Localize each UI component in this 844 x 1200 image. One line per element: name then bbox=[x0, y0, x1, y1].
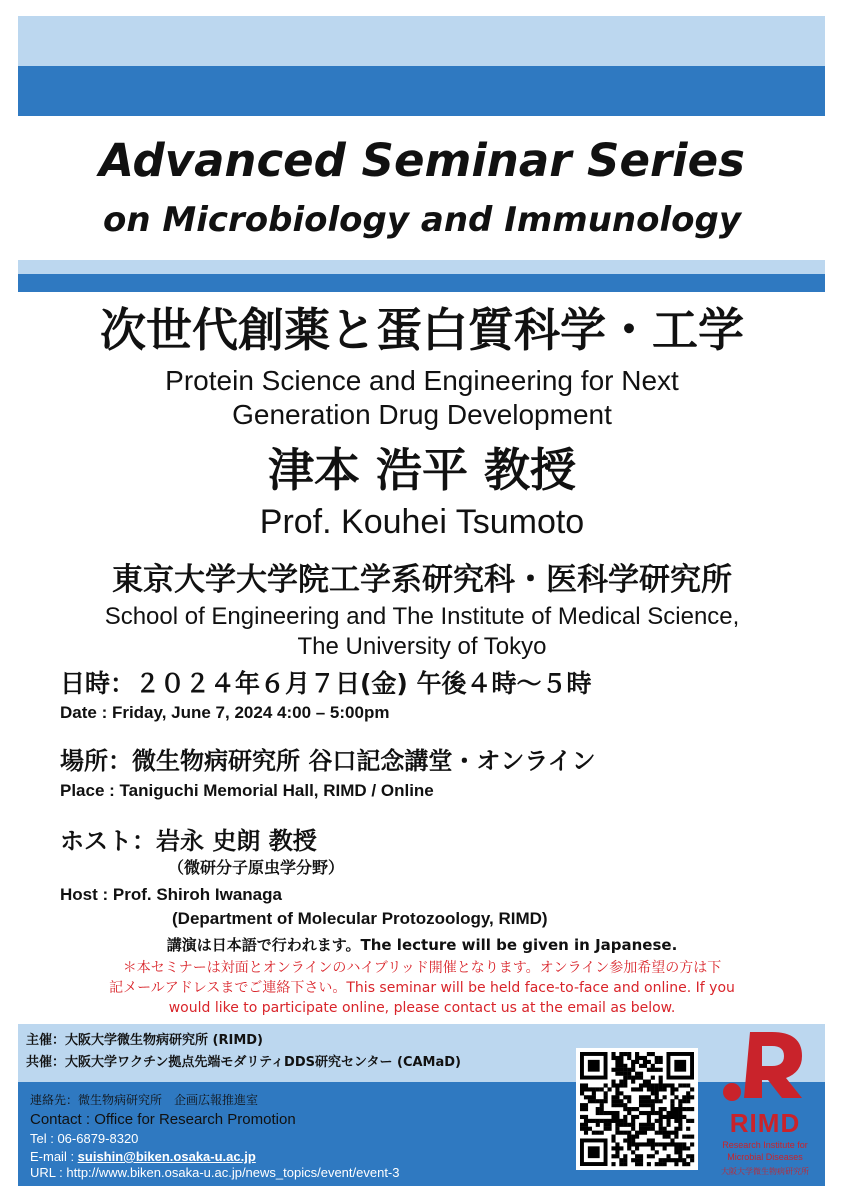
speaker-affiliation-ja: 東京大学大学院工学系研究科・医科学研究所 bbox=[112, 562, 732, 598]
mid-band-dark bbox=[18, 274, 825, 292]
mid-band-light bbox=[18, 260, 825, 274]
rimd-logo-mark bbox=[706, 1026, 824, 1106]
speaker-affiliation-en-line2: The University of Tokyo bbox=[297, 633, 547, 660]
host-dept-ja: （微研分子原虫学分野） bbox=[168, 858, 345, 877]
contact-email-label: E-mail : bbox=[30, 1149, 78, 1164]
top-band-light bbox=[18, 16, 825, 66]
talk-title-ja: 次世代創薬と蛋白質科学・工学 bbox=[100, 303, 744, 357]
rimd-logo-sub-en-2: Microbial Diseases bbox=[727, 1152, 803, 1162]
series-title-line1: Advanced Seminar Series bbox=[99, 134, 745, 187]
hybrid-note-line3: would like to participate online, please contact us at the email as below. bbox=[168, 1000, 676, 1016]
place-en: Place : Taniguchi Memorial Hall, RIMD / Online bbox=[60, 781, 434, 800]
talk-title-en-line1: Protein Science and Engineering for Next bbox=[165, 365, 679, 396]
top-band-dark bbox=[18, 66, 825, 116]
rimd-logo-text: RIMD bbox=[729, 1108, 801, 1138]
rimd-logo-sub-en-1: Research Institute for bbox=[722, 1140, 808, 1150]
host-en: Host : Prof. Shiroh Iwanaga bbox=[60, 885, 282, 904]
qr-code bbox=[576, 1048, 698, 1170]
speaker-name-en: Prof. Kouhei Tsumoto bbox=[259, 503, 585, 541]
contact-en: Contact : Office for Research Promotion bbox=[30, 1111, 296, 1128]
speaker-name-ja: 津本 浩平 教授 bbox=[267, 443, 577, 497]
hybrid-note-line2: 記メールアドレスまでご連絡下さい。This seminar will be held face-to-face and online. If you bbox=[109, 980, 735, 996]
series-title-line2: on Microbiology and Immunology bbox=[103, 200, 741, 240]
speaker-affiliation-en-line1: School of Engineering and The Institute of Medical Science, bbox=[104, 603, 740, 630]
datetime-en: Date : Friday, June 7, 2024 4:00 – 5:00pm bbox=[60, 703, 390, 722]
rimd-logo-sub-ja: 大阪大学微生物病研究所 bbox=[721, 1167, 809, 1176]
rimd-logo bbox=[706, 1026, 824, 1186]
contact-tel: Tel : 06-6879-8320 bbox=[30, 1131, 139, 1146]
host-dept-en: (Department of Molecular Protozoology, RIMD) bbox=[172, 909, 548, 928]
contact-url[interactable]: URL : http://www.biken.osaka-u.ac.jp/news_topics/event/event-3 bbox=[30, 1165, 400, 1180]
contact-ja: 連絡先：微生物病研究所 企画広報推進室 bbox=[30, 1093, 259, 1107]
language-note: 講演は日本語で行われます。The lecture will be given in Japanese. bbox=[166, 936, 678, 954]
talk-title-en-line2: Generation Drug Development bbox=[232, 399, 612, 430]
datetime-ja: 日時：２０２４年６月７日(金) 午後４時～５時 bbox=[60, 669, 592, 698]
place-ja: 場所：微生物病研究所 谷口記念講堂・オンライン bbox=[60, 747, 596, 775]
host-ja: ホスト：岩永 史朗 教授 bbox=[60, 827, 317, 855]
contact-email-link[interactable]: suishin@biken.osaka-u.ac.jp bbox=[77, 1149, 256, 1164]
hybrid-note-line1: ＊本セミナーは対面とオンラインのハイブリッド開催となります。オンライン参加希望の方は下 bbox=[122, 960, 722, 976]
organizer-main: 主催：大阪大学微生物病研究所 (RIMD) bbox=[26, 1033, 263, 1048]
organizer-co: 共催：大阪大学ワクチン拠点先端モダリティDDS研究センター (CAMaD) bbox=[26, 1055, 461, 1070]
